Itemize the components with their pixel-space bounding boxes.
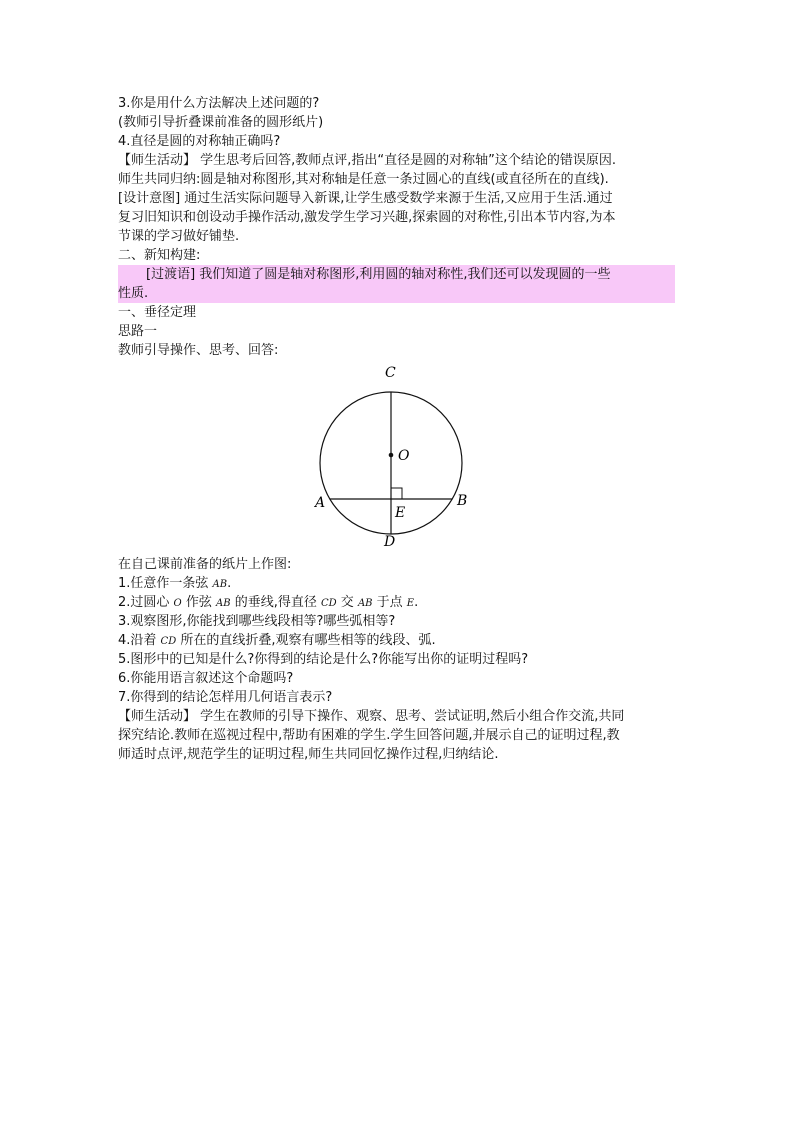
step-1-end: . [227, 576, 232, 591]
section-heading-new-knowledge: 二、新知构建: [118, 248, 201, 263]
label-c: C [385, 365, 396, 381]
drawing-instruction: 在自己课前准备的纸片上作图: [118, 557, 292, 572]
section-heading-theorem: 一、垂径定理 [118, 305, 197, 320]
step-6: 6.你能用语言叙述这个命题吗? [118, 671, 294, 686]
activity-paragraph-2-line-3: 师适时点评,规范学生的证明过程,师生共同回忆操作过程,归纳结论. [118, 747, 499, 762]
teacher-note: (教师引导折叠课前准备的圆形纸片) [118, 115, 324, 130]
label-e: E [395, 505, 406, 521]
step-4-cd: CD [160, 636, 177, 647]
step-2 [118, 593, 678, 612]
step-2-text-c: 作弦 [181, 595, 217, 610]
step-2-e: E [406, 598, 415, 609]
step-4 [118, 631, 678, 650]
question-4: 4.直径是圆的对称轴正确吗? [118, 134, 281, 149]
activity-paragraph-2-line-2: 探究结论.教师在巡视过程中,帮助有困难的学生.学生回答问题,并展示自己的证明过程,教 [118, 728, 620, 743]
center-point-o [389, 453, 394, 458]
summary-line: 师生共同归纳:圆是轴对称图形,其对称轴是任意一条过圆心的直线(或直径所在的直线). [118, 172, 609, 187]
step-7: 7.你得到的结论怎样用几何语言表示? [118, 690, 333, 705]
step-2-ab: AB [216, 598, 231, 609]
transition-line-1: [过渡语] 我们知道了圆是轴对称图形,利用圆的轴对称性,我们还可以发现圆的一些 [146, 267, 611, 282]
activity-paragraph-2-line-1: 【师生活动】 学生在教师的引导下操作、观察、思考、尝试证明,然后小组合作交流,共同 [118, 709, 625, 724]
label-a: A [315, 495, 326, 511]
step-2-ab-2: AB [357, 598, 373, 609]
step-2-end: . [414, 595, 419, 610]
transition-line-2: 性质. [118, 286, 149, 301]
diagram-svg [313, 360, 483, 555]
step-3: 3.观察图形,你能找到哪些线段相等?哪些弧相等? [118, 614, 396, 629]
right-angle-marker [391, 488, 402, 499]
design-intent-line-2: 复习旧知识和创设动手操作活动,激发学生学习兴趣,探索圆的对称性,引出本节内容,为本 [118, 210, 616, 225]
circle-diagram [118, 360, 678, 555]
label-d: D [384, 534, 396, 550]
step-2-o: O [173, 598, 182, 609]
question-3: 3.你是用什么方法解决上述问题的? [118, 96, 320, 111]
design-intent-line-3: 节课的学习做好铺垫. [118, 229, 240, 244]
document-body [118, 94, 678, 764]
step-2-text-i: 于点 [372, 595, 407, 610]
step-1 [118, 574, 678, 593]
instruction-line: 教师引导操作、思考、回答: [118, 343, 279, 358]
step-2-text-g: 交 [336, 595, 358, 610]
step-2-cd: CD [321, 598, 337, 609]
transition-highlight-box [118, 265, 675, 303]
step-4-text-c: 所在的直线折叠,观察有哪些相等的线段、弧. [176, 633, 436, 648]
step-4-text-a: 4.沿着 [118, 633, 161, 648]
label-b: B [457, 493, 468, 509]
activity-paragraph-1: 【师生活动】 学生思考后回答,教师点评,指出“直径是圆的对称轴”这个结论的错误原因. [118, 153, 616, 168]
step-2-text-a: 2.过圆心 [118, 595, 174, 610]
step-2-text-e: 的垂线,得直径 [230, 595, 321, 610]
label-o: O [398, 448, 410, 464]
design-intent-line-1: [设计意图] 通过生活实际问题导入新课,让学生感受数学来源于生活,又应用于生活.通过 [118, 191, 613, 206]
step-1-text: 1.任意作一条弦 [118, 576, 213, 591]
approach-heading: 思路一 [118, 324, 158, 339]
step-5: 5.图形中的已知是什么?你得到的结论是什么?你能写出你的证明过程吗? [118, 652, 529, 667]
step-1-ab: AB [212, 579, 228, 590]
